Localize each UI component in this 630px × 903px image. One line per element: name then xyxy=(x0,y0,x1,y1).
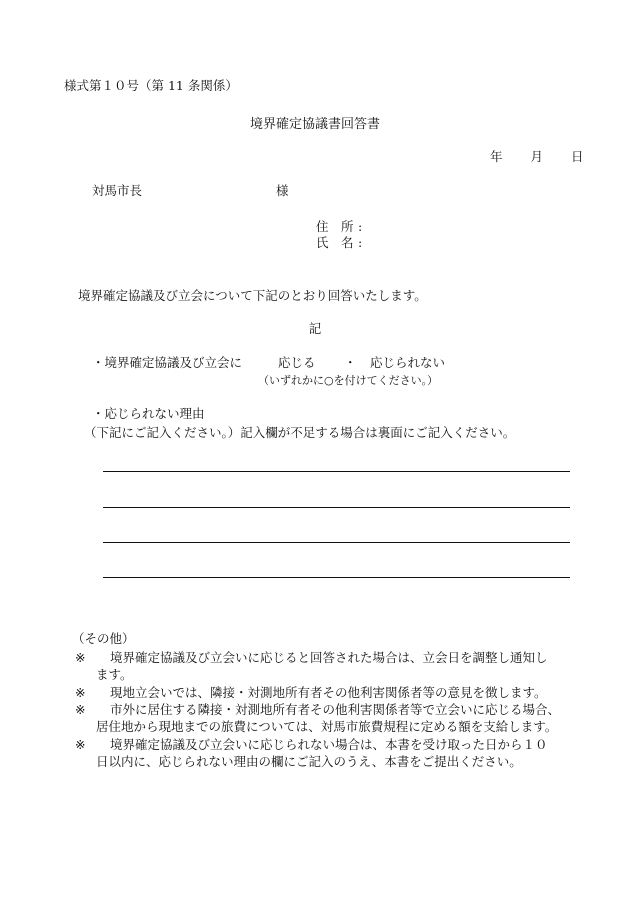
addressee-honorific: 様 xyxy=(276,183,289,198)
reason-entry-line[interactable] xyxy=(103,542,570,543)
note-mark: ※ xyxy=(75,737,86,752)
reason-entry-line[interactable] xyxy=(103,507,570,508)
note-mark: ※ xyxy=(75,650,86,665)
reason-entry-line[interactable] xyxy=(103,471,570,472)
intro-text: 境界確定協議及び立会について下記のとおり回答いたします。 xyxy=(78,288,427,303)
date-day-label: 日 xyxy=(571,149,584,164)
notes-heading: （その他） xyxy=(72,631,135,646)
date-line xyxy=(490,151,584,164)
note-3-line-2: 居住地から現地までの旅費については、対馬市旅費規程に定める額を支給します。 xyxy=(96,719,558,734)
reason-heading: ・応じられない理由 xyxy=(92,406,205,421)
choice-note: （いずれかに○を付けてください。） xyxy=(258,374,439,387)
respondent-address-label: 住 所 xyxy=(316,219,354,234)
respondent-name-colon: : xyxy=(358,235,363,250)
choice-option-decline[interactable]: 応じられない xyxy=(370,355,446,370)
reason-entry-line[interactable] xyxy=(103,577,570,578)
note-3-line-1: 市外に居住する隣接・対測地所有者その他利害関係者等で立会いに応じる場合、 xyxy=(110,702,561,717)
note-4-line-1: 境界確定協議及び立会いに応じられない場合は、本書を受け取った日から１０ xyxy=(110,737,548,752)
note-1-line-1: 境界確定協議及び立会いに応じると回答された場合は、立会日を調整し通知し xyxy=(110,650,548,665)
choice-separator: ・ xyxy=(344,355,357,370)
note-mark: ※ xyxy=(75,702,86,717)
date-month-label: 月 xyxy=(530,149,544,164)
reason-note: （下記にご記入ください。）記入欄が不足する場合は裏面にご記入ください。 xyxy=(84,425,516,440)
note-1-line-2: ます。 xyxy=(96,667,133,682)
respondent-name-label: 氏 名 xyxy=(316,235,354,250)
document-title: 境界確定協議書回答書 xyxy=(249,117,380,132)
ki-heading: 記 xyxy=(308,321,322,336)
note-4-line-2: 日以内に、応じられない理由の欄にご記入のうえ、本書をご提出ください。 xyxy=(96,754,522,769)
note-mark: ※ xyxy=(75,685,86,700)
choice-lead: ・境界確定協議及び立会に xyxy=(92,355,243,370)
choice-option-accept[interactable]: 応じる xyxy=(278,355,316,370)
date-year-label: 年 xyxy=(490,149,503,164)
note-2-line-1: 現地立会いでは、隣接・対測地所有者その他利害関係者等の意見を徴します。 xyxy=(110,685,547,700)
addressee-name: 対馬市長 xyxy=(92,183,143,198)
form-number: 様式第１０号（第 11 条関係） xyxy=(64,78,238,93)
respondent-address-colon: : xyxy=(358,219,363,234)
